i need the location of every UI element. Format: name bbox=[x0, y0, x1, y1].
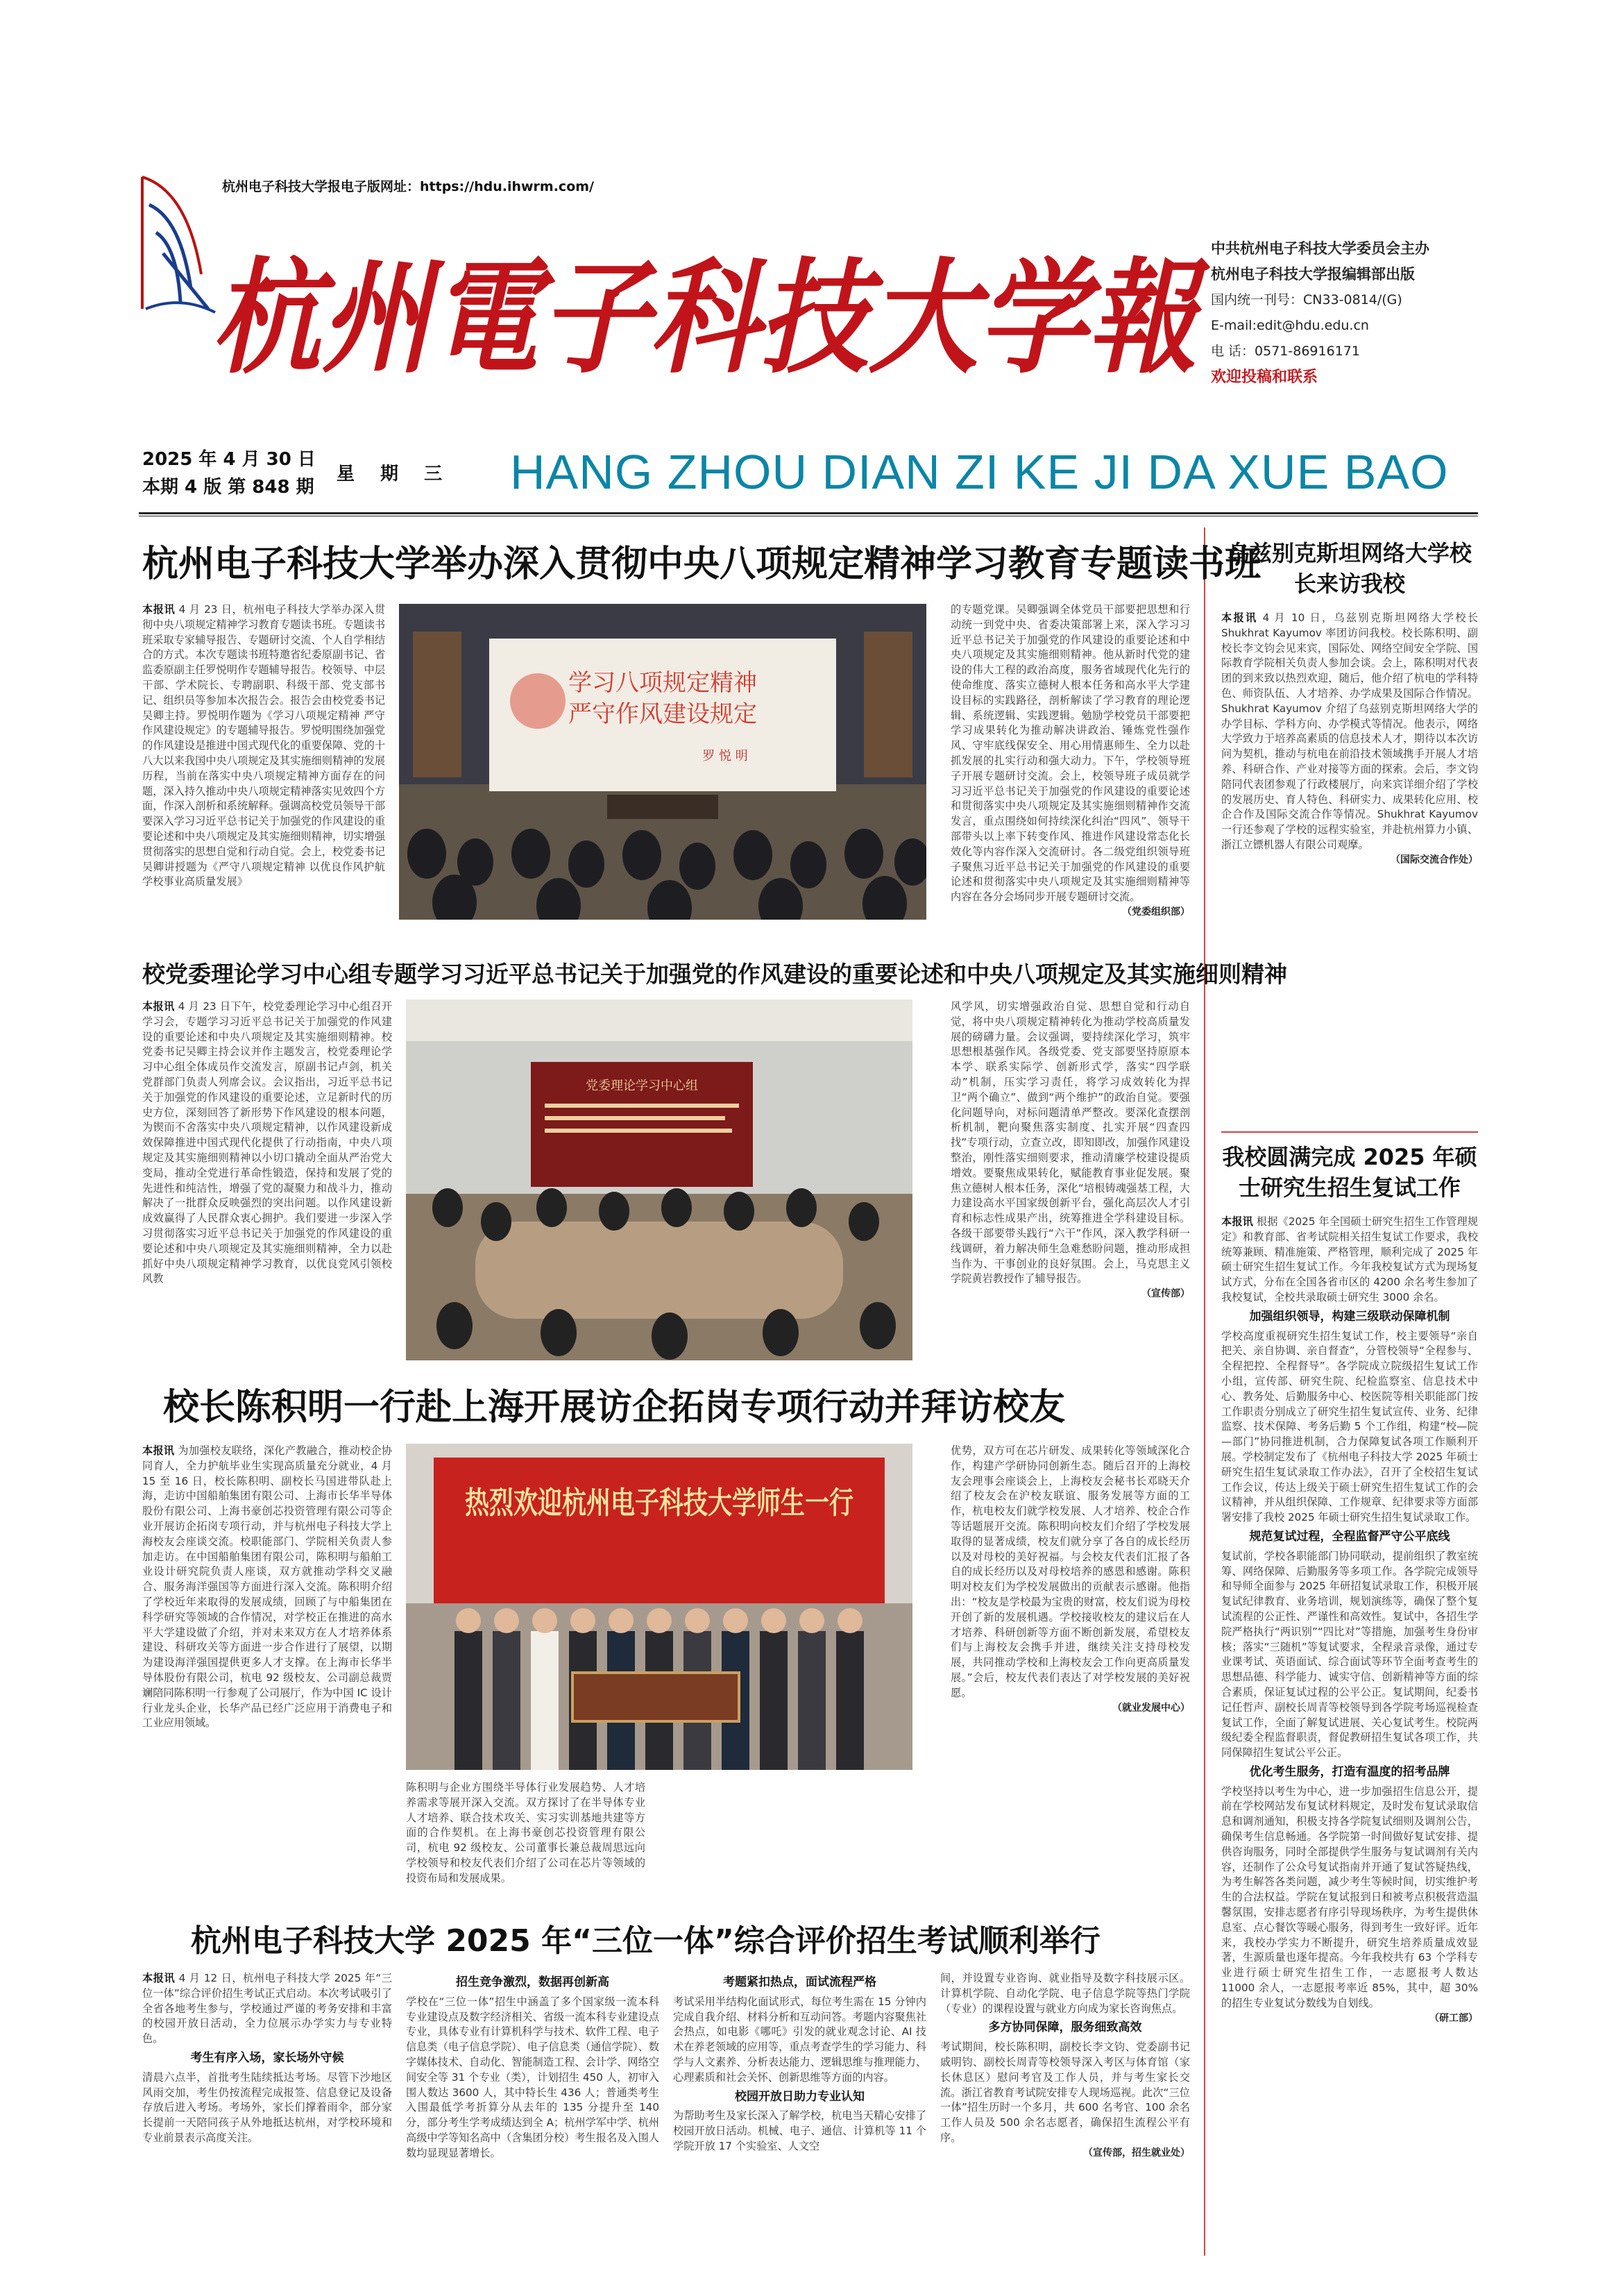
article3-body-right: 优势，双方可在芯片研发、成果转化等领域深化合作，构建产学研协同创新生态。随后召开的上海校友会理事会座谈会上，上海校友会秘书长邓晓天介绍了校友会在沪校友联谊、服务发展等方面的工作，杭电校友们就学校发展、人才培养、校企合作等话题展开交流。陈积明向校友们介绍了学校发展取得的显著成绩，校友们就分享了各自的成长经历以及对母校的美好祝福。与会校友代表们汇报了各自的成长经历以及对母校培养的感恩和感谢。陈积明对校友们为学校发展做出的贡献表示感谢。他指出：“校友是学校最为宝贵的财富，校友们说为母校开创了新的发展机遇。学校接收校友的建议后在人才培养、科研创新等方面不断创新发展，希望校友们与上海校友会携手并进，继续关注支持母校发展，共同推动学校和上海校友会工作向更高质量发展。”会后，校友代表们表达了对学校发展的美好祝愿。 （就业发展中心） bbox=[951, 1444, 1190, 1902]
article4-col2-subhead: 招生竞争激烈，数据再创新高 bbox=[456, 1975, 609, 1989]
pub-line2: 杭州电子科技大学报编辑部出版 bbox=[1211, 266, 1415, 282]
weekday: 星 期 三 bbox=[337, 464, 452, 484]
header-rule bbox=[139, 512, 1478, 514]
article2-body-right: 风学风，切实增强政治自觉、思想自觉和行动自觉，将中央八项规定精神转化为推动学校高质量发展的磅礴力量。会议强调，要持续深化学习，筑牢思想根基强作风。各级党委、党支部要坚持原原本本学、联系实际学、创新形式学，落实“四学联动”机制，压实学习责任，将学习成效转化为捍卫“两个确立”、做到“两个维护”的政治自觉。要强化问题导向，对标问题清单严整改。要深化查摆剖析机制，靶向聚焦落实制度、扎实开展“四查四找”专项行动，立查立改，即知即改，加强作风建设整治，刚性落实细则要求，推动清廉学校建设提质增效。要聚焦成果转化，赋能教育事业促发展。聚焦立德树人根本任务，深化“培根铸魂强基工程，大力建设高水平国家级创新平台，强化高层次人才引育和标志性成果产出，统筹推进全学科建设目标。各级干部要带头践行“六干”作风，深入教学科研一线调研，着力解决师生急难愁盼问题，推动形成担当作为、干事创业的良好氛围。会上，马克思主义学院黄岩教授作了辅导报告。 （宣传部） bbox=[951, 999, 1190, 1362]
article3-photo bbox=[406, 1444, 912, 1770]
sidebar1-title: 乌兹别克斯坦网络大学校长来访我校 bbox=[1227, 540, 1472, 597]
article4-col2: 招生竞争激烈，数据再创新高 学校在“三位一体”招生中涵盖了多个国家级一流本科专业建设点及数字经济相关、省级一流本科专业建设点专业，具体专业有计算机科学与技术、软件工程、电子信息类（电子信息学院）、电子信息类（通信学院）、数字媒体技术、自动化、智能制造工程、会计学、网络空间安全等 31 个专业（类），计划招生 450 人，初审入围人数达 3600 人，其中特长生 436 人；普通类考生入围最低学考折算分从去年的 135 分提升至 140 分，部分考生学考成绩达到全 A；杭州学军中学、杭州高级中学等知名高中（含集团分校）考生报名及入围人数均显现显著增长。 bbox=[406, 1975, 659, 2159]
date-block bbox=[142, 446, 316, 501]
article2-body-left: 本报讯 4 月 23 日下午，校党委理论学习中心组召开学习会，专题学习习近平总书记关于加强党的作风建设的重要论述和中央八项规定及其实施细则精神。校党委书记吴卿主持会议并作主题发言，校党委理论学习中心组全体成员作交流发言，原副书记卢剑，机关党群部门负责人列席会议。会议指出，习近平总书记关于加强党的作风建设的重要论述，立足新时代的历史方位，深刻回答了新形势下作风建设的根本问题，为锲而不舍落实中央八项规定精神，以作风建设新成效保障推进中国式现代化提供了行动指南，中央八项规定及其实施细则精神以小切口撬动全面从严治党大变局，推动全党进行革命性锻造，保持和发展了党的先进性和纯洁性，增强了党的凝聚力和战斗力，推动解决了一批群众反映强烈的突出问题。以作风建设新成效赢得了人民群众衷心拥护。我们要进一步深入学习贯彻落实习近平总书记关于加强党的作风建设的重要论述和中央八项规定及其实施细则精神，全力以赴抓好中央八项规定精神学习教育，以优良党风引领校风教 bbox=[142, 1000, 392, 1285]
sidebar2-source: （研工部） bbox=[1429, 2012, 1478, 2024]
issue-number: 本期 4 版 第 848 期 bbox=[142, 477, 314, 498]
photo1-title2: 严守作风建设规定 bbox=[568, 700, 757, 728]
photo1-title: 学习八项规定精神 bbox=[568, 669, 757, 697]
article1-title: 杭州电子科技大学举办深入贯彻中央八项规定精神学习教育专题读书班 bbox=[142, 543, 1261, 585]
article4-title: 杭州电子科技大学 2025 年“三位一体”综合评价招生考试顺利举行 bbox=[191, 1923, 1101, 1959]
sidebar2-title: 我校圆满完成 2025 年硕士研究生招生复试工作 bbox=[1222, 1144, 1477, 1201]
pub-line4: E-mail:edit@hdu.edu.cn bbox=[1211, 318, 1369, 333]
article4-col3: 考题紧扣热点，面试流程严格 考试采用半结构化面试形式，每位考生需在 15 分钟内完成自我介绍、材料分析和互动问答。考题内容聚焦社会热点，如电影《哪吒》引发的就业观念讨论、AI 技术在养老领域的应用等，重点考查学生的学习能力、科学与人文素养、分析表达能力、逻辑思维与推理能力、心理素质和社会关怀、创新思维等方面的内容。 校园开放日助力专业认知 为帮助考生及家长深入了解学校，杭电当天精心安排了校园开放日活动。机械、电子、通信、计算机等 11 个学院开放 17 个实验室、人文空 bbox=[673, 1975, 926, 2152]
article4-col1-subhead: 考生有序入场，家长场外守候 bbox=[190, 2050, 344, 2065]
article2-source: （宣传部） bbox=[1141, 1288, 1190, 1300]
article3-source: （就业发展中心） bbox=[1112, 1702, 1190, 1714]
sidebar2-subhead1: 加强组织领导，构建三级联动保障机制 bbox=[1249, 1309, 1450, 1324]
article1-body-right: 的专题党课。吴卿强调全体党员干部要把思想和行动统一到党中央、省委决策部署上来，深入学习习近平总书记关于加强党的作风建设的重要论述和中央八项规定及其实施细则精神。他从新时代党的建设的伟大工程的政治高度，服务省域现代化先行的使命维度、落实立德树人根本任务和高水平大学建设目标的实践路径，剖析解读了学习教育的理论逻辑、系统逻辑、实践逻辑。勉励学校党员干部要把学习成果转化为推动解决讲政治、锤炼党性强作风、守牢底线保安全、用心用情惠师生、全力以赴抓发展的扎实行动和强大动力。下午，学校领导班子开展专题研讨交流。会上，校领导班子成员就学习习近平总书记关于加强党的作风建设的重要论述和贯彻落实中央八项规定及其实施细则精神作交流发言，重点围绕如何持续深化纠治“四风”、领导干部带头以上率下转变作风、推进作风建设常态化长效化等内容作深入交流研讨。各二级党组织领导班子聚焦习近平总书记关于加强党的作风建设的重要论述和贯彻落实中央八项规定及其实施细则精神等内容在各分会场同步开展专题研讨交流。 （党委组织部） bbox=[951, 602, 1190, 938]
article3-body-mid: 陈积明与企业方围绕半导体行业发展趋势、人才培养需求等展开深入交流。双方探讨了在半导体专业人才培养、联合技术攻关、实习实训基地共建等方面的合作契机。在上海书豪创芯投资管理有限公司，杭电 92 级校友、公司董事长兼总裁周思远向学校领导和校友代表们介绍了公司在芯片等领域的投资布局和发展成果。 bbox=[406, 1781, 645, 1884]
pub-line1: 中共杭州电子科技大学委员会主办 bbox=[1211, 240, 1429, 257]
sidebar1-body: 本报讯 4 月 10 日，乌兹别克斯坦网络大学校长 Shukhrat Kayumov 率团访问我校。校长陈积明、副校长李文钧会见来宾，国际处、网络空间安全学院、国际教育学院相关负责人参加会谈。会上，陈积明对代表团的到来致以热烈欢迎，随后，他介绍了杭电的学科特色、师资队伍、人才培养、办学成果及国际合作情况。Shukhrat Kayumov 介绍了乌兹别克斯坦网络大学的办学目标、学科方向、办学模式等情况。他表示，网络大学致力于培养高素质的信息技术人才，期待以本次访问为契机，推动与杭电在前沿技术领域携手开展人才培养、科研合作、产业对接等方面的探索。会后，李文钧陪同代表团参观了行政楼展厅，向来宾详细介绍了学校的发展历史、育人特色、科研实力、成果转化应用、校企合作及国际交流合作等情况。Shukhrat Kayumov 一行还参观了学校的远程实验室，并赴杭州算力小镇、浙江立镖机器人有限公司观摩。 （国际交流合作处） bbox=[1221, 611, 1478, 1124]
article1-photo bbox=[399, 604, 926, 920]
article4-col4-subhead: 多方协同保障，服务细致高效 bbox=[988, 2020, 1142, 2035]
url-line: 杭州电子科技大学报电子版网址：https://hdu.ihwrm.com/ bbox=[222, 179, 594, 194]
article4-col3-subhead2: 校园开放日助力专业认知 bbox=[735, 2089, 865, 2104]
article1-source: （党委组织部） bbox=[1122, 906, 1190, 918]
sidebar1-source: （国际交流合作处） bbox=[1391, 854, 1478, 866]
article1-body-left: 本报讯 4 月 23 日，杭州电子科技大学举办深入贯彻中央八项规定精神学习教育专题读书班。专题读书班采取专家辅导报告、专题研讨交流、个人自学相结合的方式。本次专题读书班特邀省纪委原副书记、省监委原副主任罗悦明作专题辅导报告。校领导、中层干部、学术院长、专聘副职、科级干部、党支部书记、组织员等参加本次报告会。报告会由校党委书记吴卿主持。罗悦明作题为《学习八项规定精神 严守作风建设规定》的专题辅导报告。罗悦明围绕加强党的作风建设是推进中国式现代化的重要保障、党的十八大以来我国中央八项规定及其实施细则精神的发展历程，当前在落实中央八项规定精神方面存在的问题，深入持久推动中央八项规定精神落实见效四个方面，作深入剖析和系统解释。强调高校党员领导干部要深入学习习近平总书记关于加强党的作风建设的重要论述和中央八项规定及其实施细则精神，切实增强贯彻落实的思想自觉和行动自觉。会上，校党委书记吴卿讲授题为《严守八项规定精神 以优良作风护航学校事业高质量发展》 bbox=[142, 603, 385, 888]
sidebar2-subhead3: 优化考生服务，打造有温度的招考品牌 bbox=[1249, 1764, 1450, 1779]
masthead-title bbox=[205, 229, 1211, 396]
masthead-pinyin: HANG ZHOU DIAN ZI KE JI DA XUE BAO bbox=[510, 445, 1449, 499]
sidebar2-subhead2: 规范复试过程，全程监督严守公平底线 bbox=[1249, 1529, 1450, 1544]
article3-body-left: 本报讯 为加强校友联络，深化产教融合，推动校企协同育人，全力护航毕业生实现高质量充分就业，4 月 15 至 16 日，校长陈积明、副校长马国进带队赴上海，走访中国船舶集团有限公司、上海市长华半导体股份有限公司、上海书豪创芯投资管理有限公司等企业开展访企拓岗专项行动，并与杭州电子科技大学上海校友会座谈交流。校职能部门、学院相关负责人参加走访。在中国船舶集团有限公司，陈积明与船舶工业设计研究院负责人座谈，双方就推动学科交叉融合、服务海洋强国等方面进行深入交流。陈积明介绍了学校近年来取得的发展成绩，回顾了与中船集团在科学研究等领域的合作情况，对学校正在推进的高水平大学建设做了介绍，并对未来双方在人才培养体系建设、科研攻关等方面进一步合作进行了展望，以期为建设海洋强国提供更多人才支撑。在上海市长华半导体股份有限公司，杭电 92 级校友、公司副总裁贾斓陪同陈积明一行参观了公司展厅，作为中国 IC 设计行业龙头企业，长华产品已经广泛应用于消费电子和工业应用领域。 bbox=[142, 1444, 392, 1730]
article3-title: 校长陈积明一行赴上海开展访企拓岗专项行动并拜访校友 bbox=[163, 1387, 1066, 1428]
photo3-banner: 热烈欢迎杭州电子科技大学师生一行 bbox=[465, 1485, 853, 1521]
pub-line5: 电 话：0571-86916171 bbox=[1211, 344, 1360, 359]
pub-line3: 国内统一刊号：CN33-0814/(G) bbox=[1211, 292, 1402, 307]
article2-photo bbox=[406, 999, 912, 1360]
article4-source: （宣传部，招生就业处） bbox=[1083, 2147, 1190, 2159]
pub-line6: 欢迎投稿和联系 bbox=[1211, 369, 1318, 386]
photo1-speaker: 罗 悦 明 bbox=[702, 749, 748, 763]
sidebar-separator bbox=[1221, 1131, 1478, 1133]
article1-body-caption-area bbox=[399, 923, 926, 954]
article4-col1: 本报讯 4 月 12 日，杭州电子科技大学 2025 年“三位一体”综合评价招生考试正式启动。本次考试吸引了全省各地考生参与，学校通过严谨的考务安排和丰富的校园开放日活动，全力位展示办学实力与专业特色。 考生有序入场，家长场外守候 清晨六点半，首批考生陆续抵达考场。尽管下沙地区风雨交加，考生仍按流程完成报签、信息登记及设备存放后进入考场。考场外，家长们撑着雨伞，部分家长提前一天陪同孩子从外地抵达杭州，对学校环境和专业前景表示高度关注。 bbox=[142, 1972, 392, 2144]
article2-title: 校党委理论学习中心组专题学习习近平总书记关于加强党的作风建设的重要论述和中央八项规定及其实施细则精神 bbox=[142, 961, 1287, 988]
photo2-title: 党委理论学习中心组 bbox=[586, 1079, 698, 1093]
article4-col3-subhead: 考题紧扣热点，面试流程严格 bbox=[723, 1975, 876, 1989]
sidebar2-body: 本报讯 根据《2025 年全国硕士研究生招生工作管理规定》和教育部、省考试院相关招生复试工作要求，我校统筹兼顾、精准施策、严格管理，顺利完成了 2025 年硕士研究生招生复试工作。今年我校复试方式为现场复试方式，分布在全国各省市区的 4200 余名考生参加了我校复试，全校共录取硕士研究生 3000 余名。 加强组织领导，构建三级联动保障机制 学校高度重视研究生招生复试工作，校主要领导“亲自把关、亲自协调、亲自督查”，分管校领导“全程参与、全程把控、全程督导”。各学院成立院级招生复试工作小组，宣传部、研究生院、纪检监察室、信息技术中心、教务处、后勤服务中心、校医院等相关职能部门按工作职责分别成立了研究生招生复试宣传、业务、纪律监察、技术保障、考务后勤 5 个工作组，构建“校—院—部门”协同推进机制，合力保障复试各项工作顺利开展。学校制定发布了《杭州电子科技大学 2025 年硕士研究生招生复试录取工作办法》，召开了全校招生复试工作会议，传达上级关于硕士研究生招生复试工作的会议精神，并从组织保障、工作规章、纪律要求等方面部署安排了我校 2025 年硕士研究生招生复试录取工作。 规范复试过程，全程监督严守公平底线 复试前，学校各职能部门协同联动，提前组织了教室统筹、网络保障、后勤服务等多项工作。各学院完成领导和导师全面参与 2025 年研招复试录取工作，积极开展复试纪律教育、业务培训，规划演练等，确保了整个复试流程的公正性、严谨性和高效性。复试中，各招生学院严格执行“两识别”“四比对”等措施，加强考生身份审核；落实“三随机”等复试要求，全程录音录像，通过专业课考试、英语面试、综合面试等环节全面考查考生的思想品德、科学能力、诚实守信、创新精神等方面的综合素质，保证复试过程的公平公正。复试期间，纪委书记任哲声、副校长周青等校领导到各学院考场巡视检查复试工作，全面了解复试进展、关心复试考生。校院两级纪委全程监督职责，督促教研招生复试各项工作，共同保障招生复试公平公正。 优化考生服务，打造有温度的招考品牌 学校坚持以考生为中心，进一步加强招生信息公开，提前在学校网站发布复试材料规定，及时发布复试录取信息和调剂通知，积极支持各学院复试细则及调剂公告，确保考生信息畅通。各学院第一时间做好复试安排、提供咨询服务，同时全部提供学生服务与复试调剂有关内容，还制作了公众号复试指南并开通了复试答疑热线，为考生解答各类问题，减少考生等候时间，切实维护考生的合法权益。学院在复试报到日和被考点积极营造温馨氛围，安排志愿者有序引导现场秩序，为考生提供休息室、点心餐饮等暖心服务，得到考生一致好评。近年来，我校办学实力不断提升，研究生培养质量成效显著，生源质量也逐年提高。今年我校共有 63 个学科专业进行硕士研究生招生工作，一志愿报考人数达 11000 余人，一志愿报考率近 85%，其中，超 30%的招生专业复试分数线为自划线。 （研工部） bbox=[1221, 1215, 1478, 2249]
issue-date: 2025 年 4 月 30 日 bbox=[142, 449, 316, 470]
article4-col4: 间，并设置专业咨询、就业指导及数字科技展示区。计算机学院、自动化学院、电子信息学院等热门学院（专业）的课程设置与就业方向成为家长咨询焦点。 多方协同保障，服务细致高效 考试期间，校长陈积明，副校长李文钧、党委副书记戚明钧、副校长周青等校领导深入考区与体育馆（家长休息区）慰问考官及工作人员，并与考生家长交流。浙江省教育考试院安排专人现场巡视。此次“三位一体”招生历时一个多月，共 600 名考官、100 余名工作人员及 500 余名志愿者，确保招生流程公平有序。 （宣传部，招生就业处） bbox=[940, 1971, 1190, 2249]
publication-info bbox=[1211, 236, 1544, 390]
masthead-text: 杭州電子科技大学報 bbox=[212, 245, 1211, 390]
column-divider bbox=[1204, 527, 1205, 2256]
